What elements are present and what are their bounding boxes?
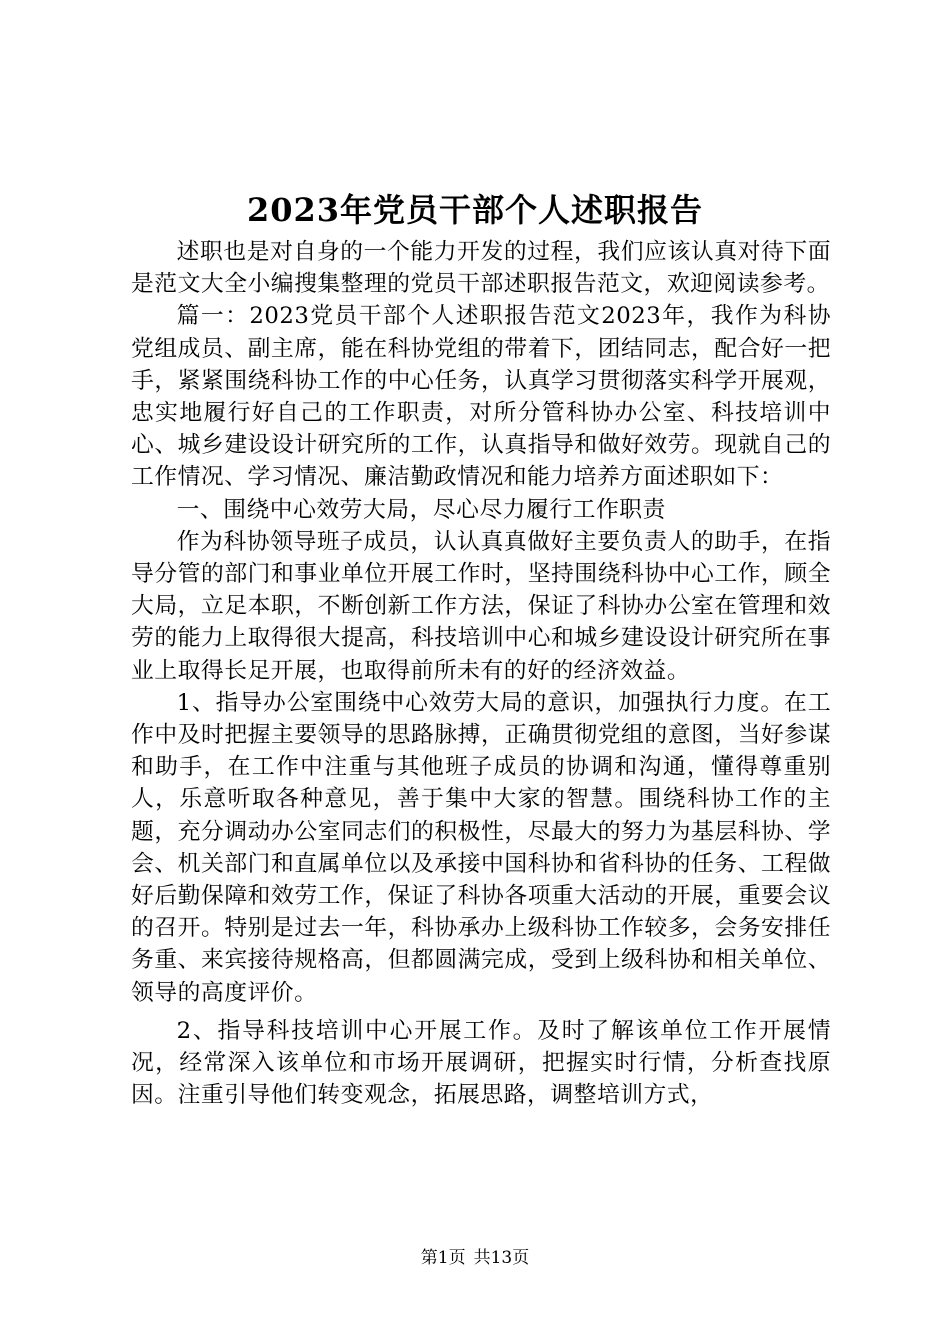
paragraph-section-1: 作为科协领导班子成员，认认真真做好主要负责人的助手，在指导分管的部门和事业单位开展工作时，坚持围绕科协中心工作，顾全大局，立足本职，不断创新工作方法，保证了科协办公室在管理和效劳的能力上取得很大提高，科技培训中心和城乡建设设计研究所在事业上取得长足开展，也取得前所未有的好的经济效益。 [131, 528, 831, 684]
paragraph-part-one: 篇一：2023党员干部个人述职报告范文2023年，我作为科协党组成员、副主席，能在科协党组的带着下，团结同志，配合好一把手，紧紧围绕科协工作的中心任务，认真学习贯彻落实科学开展观，忠实地履行好自己的工作职责，对所分管科协办公室、科技培训中心、城乡建设设计研究所的工作，认真指导和做好效劳。现就自己的工作情况、学习情况、廉洁勤政情况和能力培养方面述职如下： [131, 303, 831, 491]
document-body [131, 236, 831, 1111]
page-number: 第1页 [420, 1248, 466, 1268]
section-heading-1: 一、围绕中心效劳大局，尽心尽力履行工作职责 [176, 496, 666, 523]
paragraph-intro: 述职也是对自身的一个能力开发的过程，我们应该认真对待下面是范文大全小编搜集整理的党员干部述职报告范文，欢迎阅读参考。 [131, 239, 831, 298]
paragraph-item-1: 1、指导办公室围绕中心效劳大局的意识，加强执行力度。在工作中及时把握主要领导的思路脉搏，正确贯彻党组的意图，当好参谋和助手，在工作中注重与其他班子成员的协调和沟通，懂得尊重别人，乐意听取各种意见，善于集中大家的智慧。围绕科协工作的主题，充分调动办公室同志们的积极性，尽最大的努力为基层科协、学会、机关部门和直属单位以及承接中国科协和省科协的任务、工程做好后勤保障和效劳工作，保证了科协各项重大活动的开展，重要会议的召开。特别是过去一年，科协承办上级科协工作较多，会务安排任务重、来宾接待规格高，但都圆满完成，受到上级科协和相关单位、领导的高度评价。 [131, 689, 831, 1006]
page-total: 共13页 [473, 1248, 530, 1268]
page-footer [0, 1247, 950, 1269]
document-title: 2023年党员干部个人述职报告 [246, 191, 704, 229]
paragraph-item-2: 2、指导科技培训中心开展工作。及时了解该单位工作开展情况，经常深入该单位和市场开展调研，把握实时行情，分析查找原因。注重引导他们转变观念，拓展思路，调整培训方式， [131, 1017, 831, 1109]
